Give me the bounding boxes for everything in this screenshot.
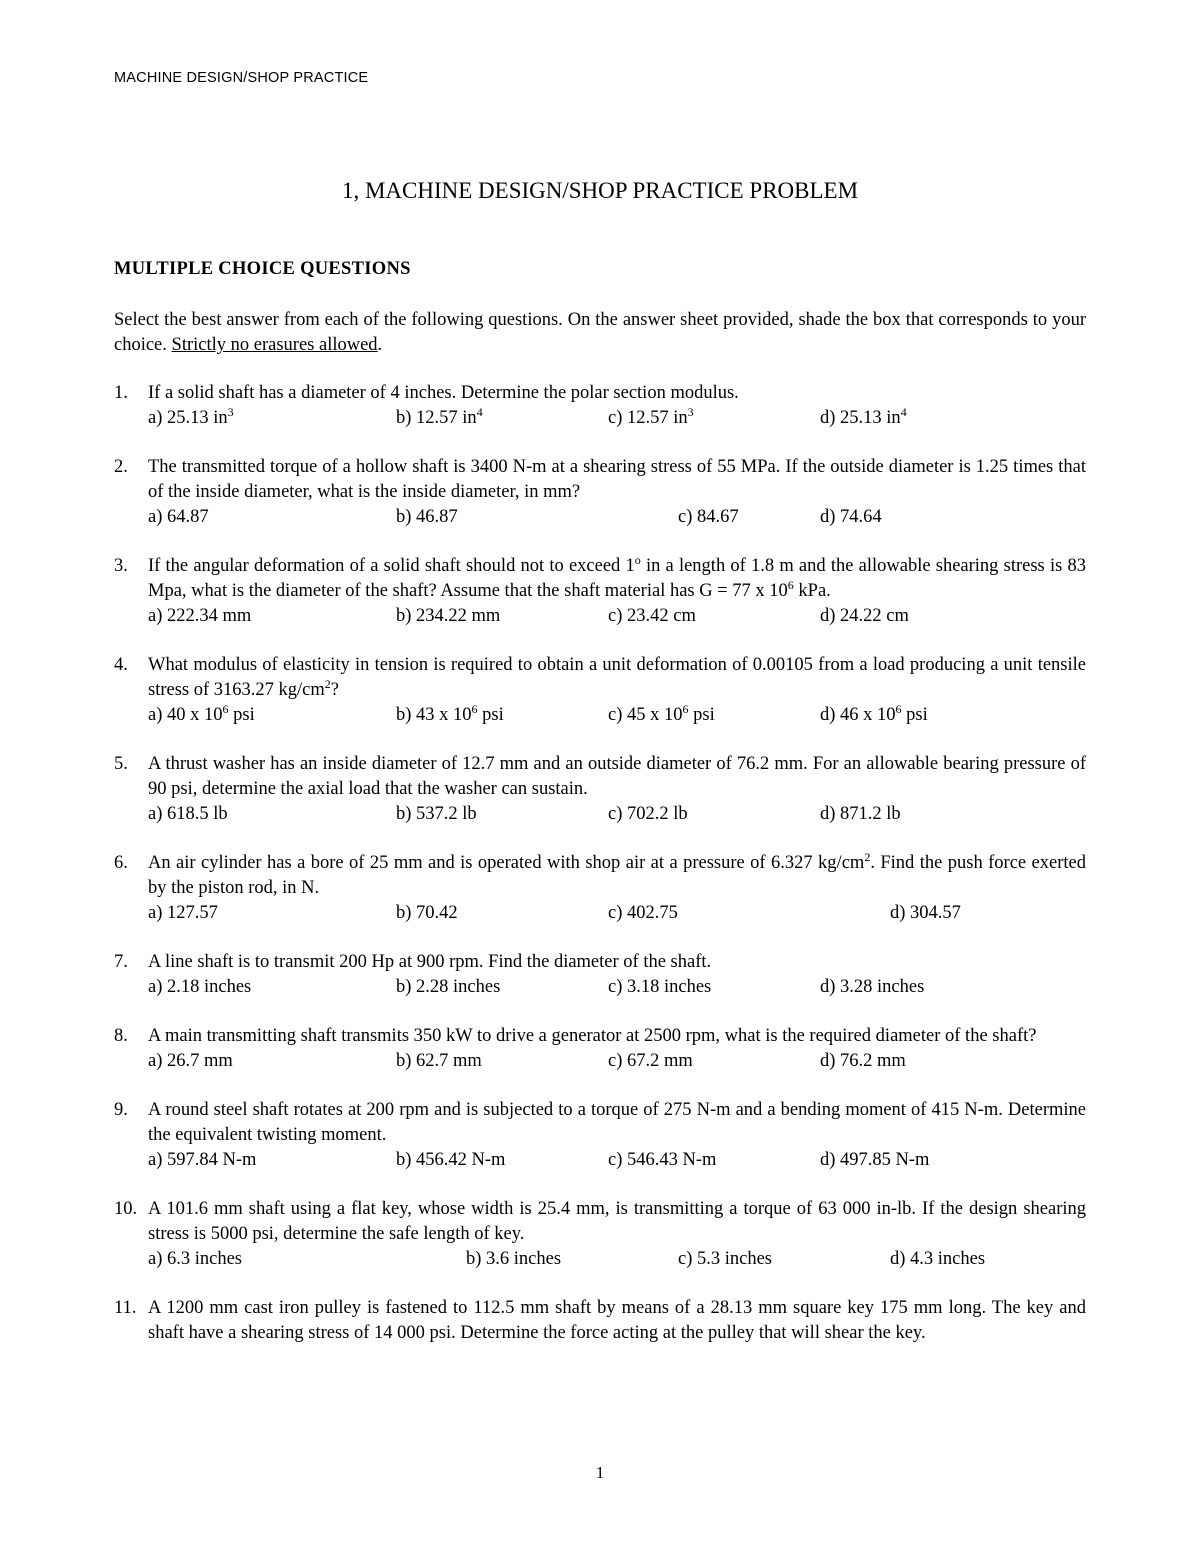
choice-b: b) 3.6 inches [466,1249,562,1269]
page-number: 1 [595,1463,605,1482]
question-2 [114,455,1086,530]
instructions-end: . [377,335,383,355]
question-3 [114,554,1086,629]
choices [148,1049,1086,1074]
choice-d: d) 24.22 cm [820,606,909,626]
question-6 [114,851,1086,926]
question-number: 9. [114,1100,128,1120]
choice-c: c) 3.18 inches [608,977,712,997]
running-header: MACHINE DESIGN/SHOP PRACTICE [114,70,369,86]
question-number: 2. [114,457,128,477]
choice-c: c) 67.2 mm [608,1051,693,1071]
choice-a: a) 2.18 inches [148,977,252,997]
choice-a: a) 64.87 [148,507,209,527]
question-text: If a solid shaft has a diameter of 4 inches. Determine the polar section modulus. [148,383,739,403]
choices [148,901,1086,926]
choice-d: d) 3.28 inches [820,977,925,997]
question-9 [114,1098,1086,1173]
question-11 [114,1296,1086,1346]
question-text: A round steel shaft rotates at 200 rpm and is subjected to a torque of 275 N-m and a bending moment of 415 N-m. Determine the equivalent twisting moment. [148,1100,1086,1145]
choice-b: b) 62.7 mm [396,1051,482,1071]
choice-d: d) 74.64 [820,507,882,527]
choice-c: c) 546.43 N-m [608,1150,717,1170]
choice-d: d) 304.57 [890,903,961,923]
choices [148,703,1086,728]
choice-d: d) 76.2 mm [820,1051,906,1071]
choices [148,406,1086,431]
choice-d: d) 46 x $10^6$ psi [820,702,928,725]
choice-c: c) 702.2 lb [608,804,688,824]
question-number: 6. [114,853,128,873]
choice-d: d) 871.2 lb [820,804,901,824]
question-4 [114,653,1086,728]
choices [148,975,1086,1000]
question-list [114,381,1086,1370]
choice-c: c) 84.67 [678,507,739,527]
choice-a: a) 127.57 [148,903,218,923]
question-number: 11. [114,1298,137,1318]
question-number: 10. [114,1199,138,1219]
choice-b: b) 70.42 [396,903,458,923]
question-text: If the angular deformation of a solid shaft should not to exceed 1$^o$ in a length of 1.8 m and the allowable shearing stress is 83 Mpa, what is the diameter of the shaft? Assume that the shaft material has G = 77 x $10^6$ kPa. [148,553,1086,601]
choice-a: a) 6.3 inches [148,1249,243,1269]
document-title: 1, MACHINE DESIGN/SHOP PRACTICE PROBLEM [341,178,859,203]
choice-b: b) 456.42 N-m [396,1150,506,1170]
choice-c: c) 12.57 $in^3$ [608,405,694,428]
choice-a: a) 618.5 lb [148,804,228,824]
question-number: 5. [114,754,128,774]
choice-b: b) 234.22 mm [396,606,501,626]
choice-c: c) 402.75 [608,903,678,923]
section-heading: MULTIPLE CHOICE QUESTIONS [114,259,411,279]
instructions [114,308,1086,358]
choices [148,604,1086,629]
question-number: 7. [114,952,128,972]
question-text: A 101.6 mm shaft using a flat key, whose width is 25.4 mm, is transmitting a torque of 63 000 in-lb. If the design shearing stress is 5000 psi, determine the safe length of key. [148,1199,1086,1244]
question-5 [114,752,1086,827]
question-text: A line shaft is to transmit 200 Hp at 900 rpm. Find the diameter of the shaft. [148,952,712,972]
choice-d: d) 497.85 N-m [820,1150,930,1170]
question-number: 4. [114,655,128,675]
choice-a: a) 597.84 N-m [148,1150,257,1170]
question-text: A 1200 mm cast iron pulley is fastened to 112.5 mm shaft by means of a 28.13 mm square key 175 mm long. The key and shaft have a shearing stress of 14 000 psi. Determine the force acting at the pulley that will shear the key. [148,1298,1086,1343]
choice-a: a) 222.34 mm [148,606,252,626]
question-10 [114,1197,1086,1272]
choice-d: d) 4.3 inches [890,1249,986,1269]
choice-c: c) 5.3 inches [678,1249,773,1269]
choice-b: b) 12.57 $in^4$ [396,405,483,428]
question-text: A main transmitting shaft transmits 350 kW to drive a generator at 2500 rpm, what is the required diameter of the shaft? [148,1026,1037,1046]
question-text: The transmitted torque of a hollow shaft is 3400 N-m at a shearing stress of 55 MPa. If the outside diameter is 1.25 times that of the inside diameter, what is the inside diameter, in mm? [148,457,1086,502]
choice-a: a) 26.7 mm [148,1051,233,1071]
choice-b: b) 2.28 inches [396,977,501,997]
question-number: 8. [114,1026,128,1046]
question-number: 3. [114,556,128,576]
question-7 [114,950,1086,1000]
choice-b: b) 46.87 [396,507,458,527]
choice-c: c) 23.42 cm [608,606,696,626]
choice-b: b) 537.2 lb [396,804,477,824]
instructions-emphasis: Strictly no erasures allowed [171,335,378,355]
choices [148,1247,1086,1272]
question-number: 1. [114,383,128,403]
choice-a: a) 40 x $10^6$ psi [148,702,255,725]
choice-c: c) 45 x $10^6$ psi [608,702,715,725]
question-text: What modulus of elasticity in tension is required to obtain a unit deformation of 0.00105 from a load producing a unit tensile stress of 3163.27 $kg/cm^2$? [148,655,1086,700]
choice-d: d) 25.13 $in^4$ [820,405,907,428]
question-text: An air cylinder has a bore of 25 mm and is operated with shop air at a pressure of 6.327 $kg/cm^2$. Find the push force exerted by the piston rod, in N. [148,850,1086,898]
choice-a: a) 25.13 $in^3$ [148,405,234,428]
question-text: A thrust washer has an inside diameter of 12.7 mm and an outside diameter of 76.2 mm. For an allowable bearing pressure of 90 psi, determine the axial load that the washer can sustain. [148,754,1086,799]
choices [148,505,1086,530]
question-8 [114,1024,1086,1074]
question-1 [114,381,1086,431]
choices [148,1148,1086,1173]
choices [148,802,1086,827]
instructions-text: Select the best answer from each of the following questions. On the answer sheet provided, shade the box that corresponds to your choice. [114,310,1086,355]
choice-b: b) 43 x $10^6$ psi [396,702,504,725]
